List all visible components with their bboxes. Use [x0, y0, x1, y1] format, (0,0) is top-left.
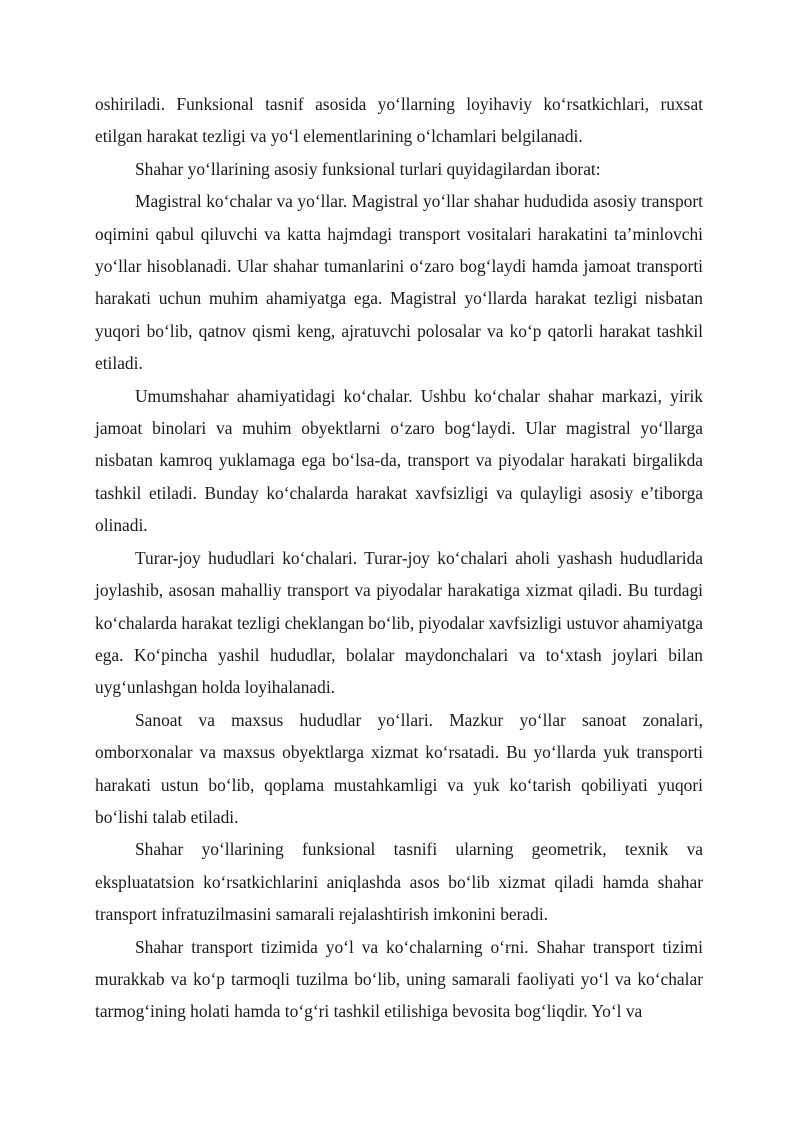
paragraph-8: Shahar transport tizimida yo‘l va ko‘chalarning o‘rni. Shahar transport tizimi murakkab va ko‘p tarmoqli tuzilma bo‘lib, uning samarali faoliyati yo‘l va ko‘chalar tarmog‘ining holati hamda to‘g‘ri tashkil etilishiga bevosita bog‘liqdir. Yo‘l va — [95, 936, 703, 1022]
paragraph-5: Turar-joy hududlari ko‘chalari. Turar-joy ko‘chalari aholi yashash hududlarida joylashib, asosan mahalliy transport va piyodalar harakatiga xizmat qiladi. Bu turdagi ko‘chalarda harakat tezligi cheklangan bo‘lib, piyodalar xavfsizligi ustuvor ahamiyatga ega. Ko‘pincha yashil hududlar, bolalar maydonchalari va to‘xtash joylari bilan uyg‘unlashgan holda loyihalanadi. — [95, 547, 703, 698]
paragraph-2: Shahar yo‘llarining asosiy funksional turlari quyidagilardan iborat: — [135, 158, 601, 179]
paragraph-3: Magistral ko‘chalar va yo‘llar. Magistral yo‘llar shahar hududida asosiy transport oqimini qabul qiluvchi va katta hajmdagi transport vositalari harakatini ta’minlovchi yo‘llar hisoblanadi. Ular shahar tumanlarini o‘zaro bog‘laydi hamda jamoat transporti harakati uchun muhim ahamiyatga ega. Magistral yo‘llarda harakat tezligi nisbatan yuqori bo‘lib, qatnov qismi keng, ajratuvchi polosalar va ko‘p qatorli harakat tashkil etiladi. — [95, 191, 703, 374]
document-page — [95, 88, 703, 1028]
paragraph-4: Umumshahar ahamiyatidagi ko‘chalar. Ushbu ko‘chalar shahar markazi, yirik jamoat binolari va muhim obyektlarni o‘zaro bog‘laydi. Ular magistral yo‘llarga nisbatan kamroq yuklamaga ega bo‘lsa-da, transport va piyodalar harakati birgalikda tashkil etiladi. Bunday ko‘chalarda harakat xavfsizligi va qulayligi asosiy e’tiborga olinadi. — [95, 385, 703, 536]
paragraph-7: Shahar yo‘llarining funksional tasnifi ularning geometrik, texnik va ekspluatatsion ko‘rsatkichlarini aniqlashda asos bo‘lib xizmat qiladi hamda shahar transport infratuzilmasini samarali rejalashtirish imkonini beradi. — [95, 839, 703, 925]
paragraph-1: oshiriladi. Funksional tasnif asosida yo‘llarning loyihaviy ko‘rsatkichlari, ruxsat etilgan harakat tezligi va yo‘l elementlarining o‘lchamlari belgilanadi. — [95, 94, 703, 147]
paragraph-6: Sanoat va maxsus hududlar yo‘llari. Mazkur yo‘llar sanoat zonalari, omborxonalar va maxsus obyektlarga xizmat ko‘rsatadi. Bu yo‘llarda yuk transporti harakati ustun bo‘lib, qoplama mustahkamligi va yuk ko‘tarish qobiliyati yuqori bo‘lishi talab etiladi. — [95, 709, 703, 827]
